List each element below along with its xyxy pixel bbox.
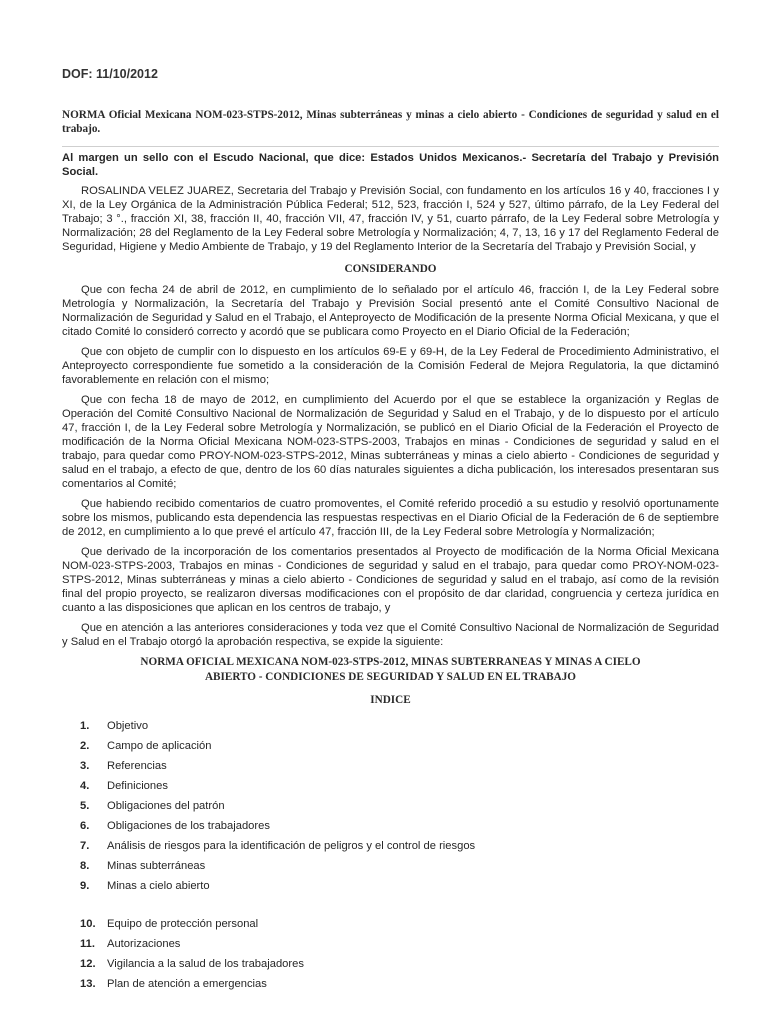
considerando-paragraph: Que habiendo recibido comentarios de cuatro promoventes, el Comité referido procedió a su estudio y resolvió oportunamente sobre los mismos, publicando esta dependencia las respuestas respectivas en el Diario Oficial de la Federación de 6 de septiembre de 2012, en cumplimiento a lo que prevé el artículo 47, fracción III, de la Ley Federal sobre Metrología y Normalización; [62,498,719,538]
index-number: 8. [80,860,90,872]
index-number: 2. [80,740,90,752]
index-number: 10. [80,918,96,930]
index-item [80,859,719,879]
considerando-paragraph: Que con objeto de cumplir con lo dispuesto en los artículos 69-E y 69-H, de la Ley Federal de Procedimiento Administrativo, el Anteproyecto correspondiente fue sometido a la consideración de la Comisión Federal de Mejora Regulatoria, la que dictaminó favorablemente en relación con el mismo; [62,346,719,386]
index-number: 3. [80,760,90,772]
index-label: Plan de atención a emergencias [107,978,267,990]
index-item [80,819,719,839]
seal-note: Al margen un sello con el Escudo Nacional, que dice: Estados Unidos Mexicanos.- Secretaría del Trabajo y Previsión Social. [62,152,719,178]
intro-paragraph [62,184,719,254]
index-item [80,937,719,957]
norm-title-heading [62,655,719,685]
considerando-paragraph: Que con fecha 24 de abril de 2012, en cumplimiento de lo señalado por el artículo 46, fracción I, de la Ley Federal sobre Metrología y Normalización, la Secretaría del Trabajo y Previsión Social presentó ante el Comité Consultivo Nacional de Normalización de Seguridad y Salud en el Trabajo, el Anteproyecto de Modificación de la presente Norma Oficial Mexicana, y que el citado Comité lo consideró correcto y acordó que se publicara como Proyecto en el Diario Oficial de la Federación; [62,284,719,338]
index-item [80,977,719,997]
index-item [80,799,719,819]
considerando-paragraph: Que derivado de la incorporación de los comentarios presentados al Proyecto de modificación de la Norma Oficial Mexicana NOM-023-STPS-2003, Trabajos en minas - Condiciones de seguridad y salud en el trabajo, para quedar como PROY-NOM-023-STPS-2012, Minas subterráneas y minas a cielo abierto - Condiciones de seguridad y salud en el trabajo, así como de la revisión final del propio proyecto, se realizaron diversas modificaciones con el propósito de dar claridad, congruencia y certeza jurídica en cuanto a las disposiciones que aplican en los centros de trabajo, y [62,546,719,614]
signatory-name: ROSALINDA VELEZ JUAREZ [81,185,231,197]
index-label: Objetivo [107,720,149,732]
index-number: 7. [80,840,90,852]
index-label: Equipo de protección personal [107,918,259,930]
index-item [80,759,719,779]
index-number: 11. [80,938,95,950]
document-title: NORMA Oficial Mexicana NOM-023-STPS-2012, Minas subterráneas y minas a cielo abierto - Condiciones de seguridad y salud en el trabajo. [62,109,719,135]
index-item [80,957,719,977]
index-label: Autorizaciones [107,938,181,950]
document-body [62,151,719,997]
considerando-heading: CONSIDERANDO [344,263,437,275]
index-item [80,879,719,899]
title-divider [62,146,719,147]
index-number: 13. [80,978,96,990]
dof-date: DOF: 11/10/2012 [62,67,158,81]
considerando-paragraph: Que con fecha 18 de mayo de 2012, en cumplimiento del Acuerdo por el que se establece la organización y Reglas de Operación del Comité Consultivo Nacional de Normalización de Seguridad y Salud en el Trabajo, y de lo dispuesto por el artículo 47, fracción I, de la Ley Federal sobre Metrología y Normalización, se publicó en el Diario Oficial de la Federación el Proyecto de modificación de la Norma Oficial Mexicana NOM-023-STPS-2003, Trabajos en minas - Condiciones de seguridad y salud en el trabajo, para quedar como PROY-NOM-023-STPS-2012, Minas subterráneas y minas a cielo abierto - Condiciones de seguridad y salud en el trabajo, a efecto de que, dentro de los 60 días naturales siguientes a dicha publicación, los interesados presentaran sus comentarios al Comité; [62,394,719,490]
norm-title-line: ABIERTO - CONDICIONES DE SEGURIDAD Y SALUD EN EL TRABAJO [204,671,577,683]
index-label: Campo de aplicación [107,740,212,752]
index-label: Definiciones [107,780,168,792]
index-number: 6. [80,820,90,832]
index-list [80,719,719,997]
index-item [80,917,719,937]
index-number: 1. [80,720,90,732]
index-number: 5. [80,800,90,812]
index-number: 12. [80,958,96,970]
index-number: 9. [80,880,90,892]
index-number: 4. [80,780,90,792]
indice-heading: INDICE [370,694,411,706]
index-label: Referencias [107,760,167,772]
index-item [80,719,719,739]
index-item [80,779,719,799]
intro-text: , Secretaria del Trabajo y Previsión Social, con fundamento en los artículos 16 y 40, fracciones I y XI, de la Ley Orgánica de la Administración Pública Federal; 512, 523, fracción I, 524 y 527, último párrafo, de la Ley Federal del Trabajo; 3 °., fracción XI, 38, fracción II, 40, fracción VII, 47, fracción IV, y 51, cuarto párrafo, de la Ley Federal sobre Metrología y Normalización; 28 del Reglamento de la Ley Federal sobre Metrología y Normalización; 4, 7, 13, 16 y 17 del Reglamento Federal de Seguridad, Higiene y Medio Ambiente de Trabajo, y 19 del Reglamento Interior de la Secretaría del Trabajo y Previsión Social, y [62,185,719,253]
index-label: Obligaciones del patrón [107,800,225,812]
index-label: Análisis de riesgos para la identificación de peligros y el control de riesgos [107,840,476,852]
index-label: Minas a cielo abierto [107,880,210,892]
index-item [80,839,719,859]
index-label: Minas subterráneas [107,860,206,872]
index-label: Obligaciones de los trabajadores [107,820,270,832]
index-label: Vigilancia a la salud de los trabajadores [107,958,304,970]
norm-title-line: NORMA OFICIAL MEXICANA NOM-023-STPS-2012, MINAS SUBTERRANEAS Y MINAS A CIELO [140,656,641,668]
considerando-paragraph: Que en atención a las anteriores consideraciones y toda vez que el Comité Consultivo Nacional de Normalización de Seguridad y Salud en el Trabajo otorgó la aprobación respectiva, se expide la siguiente: [62,622,719,648]
index-item [80,739,719,759]
